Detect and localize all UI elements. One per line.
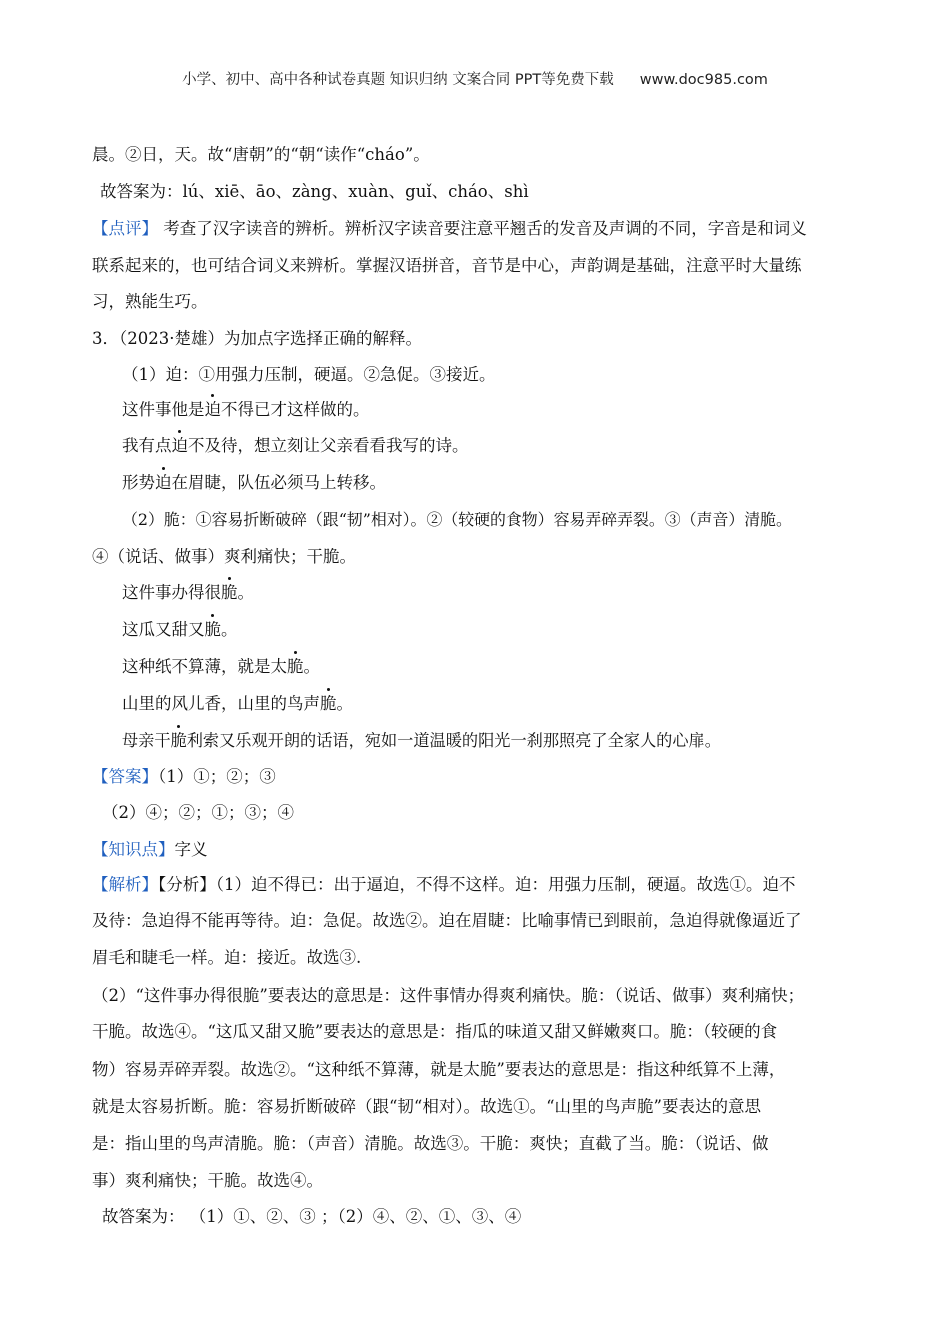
sentence-part: 。 (336, 694, 353, 713)
sentence (122, 398, 370, 422)
answer-tag: 【答案】 (92, 767, 158, 786)
sentence-part: 这件事他是 (122, 400, 205, 419)
question-title: 3．（2023·楚雄）为加点字选择正确的解释。 (92, 329, 422, 348)
header-url[interactable]: www.doc985.com (639, 72, 768, 88)
text-line: 物）容易弄碎弄裂。故选②。“这种纸不算薄，就是太脆”要表达的意思是：指这种纸算不上薄， (92, 1060, 786, 1079)
sentence-part: 利索又乐观开朗的话语，宛如一道温暖的阳光一刹那照亮了全家人的心扉。 (186, 731, 721, 750)
sentence-part: 这件事办得很 (122, 583, 221, 602)
analysis-text: 【分析】（1）迫不得已：出于逼迫，不得不这样。迫：用强力压制，硬逼。故选①。迫不 (158, 875, 796, 894)
header-text: 小学、初中、高中各种试卷真题 知识归纳 文案合同 PPT等免费下载 (182, 72, 614, 88)
sentence-part: 。 (221, 620, 238, 639)
sentence (122, 581, 254, 605)
sentence (122, 692, 353, 716)
knowledge-tag: 【知识点】 (92, 840, 175, 859)
answer-text: （1）①；②；③ (158, 767, 276, 786)
text-line: ④（说话、做事）爽利痛快；干脆。 (92, 547, 356, 566)
text-line: 事）爽利痛快；干脆。故选④。 (92, 1171, 323, 1190)
dotted-char: 迫 (205, 398, 222, 422)
dotted-char: 脆 (205, 618, 222, 642)
knowledge-point (92, 838, 208, 862)
sentence-part: 这种纸不算薄，就是太 (122, 657, 287, 676)
dotted-char: 迫 (172, 434, 189, 458)
dotted-char: 脆 (320, 692, 337, 716)
sentence-part: 不得已才这样做的。 (221, 400, 370, 419)
dotted-char: 迫 (155, 471, 172, 495)
sentence-part: 我有点 (122, 436, 172, 455)
sentence-part: 不及待，想立刻让父亲看看我写的诗。 (188, 436, 469, 455)
dotted-char: 脆 (287, 655, 304, 679)
knowledge-text: 字义 (174, 840, 208, 859)
sentence-part: 。 (303, 657, 320, 676)
sentence-part: 。 (237, 583, 254, 602)
comment-tag: 【点评】 (92, 219, 158, 238)
sentence-part: 母亲干 (122, 731, 171, 750)
sentence-part: 形势 (122, 473, 155, 492)
text-line: 习，熟能生巧。 (92, 292, 208, 311)
sentence (122, 471, 386, 495)
sentence-part: 在眉睫，队伍必须马上转移。 (171, 473, 386, 492)
answer-line: 故答案为：lú、xiē、āo、zàng、xuàn、guǐ、cháo、shì (100, 182, 529, 201)
answer-line: （2）④；②；①；③；④ (102, 803, 294, 822)
sentence-part: 山里的风儿香，山里的鸟声 (122, 694, 320, 713)
text-line: 干脆。故选④。“这瓜又甜又脆”要表达的意思是：指瓜的味道又甜又鲜嫩爽口。脆：（较硬的食 (92, 1022, 778, 1041)
answer-block (92, 765, 276, 789)
text-line: （2）“这件事办得很脆”要表达的意思是：这件事情办得爽利痛快。脆：（说话、做事）爽利痛快； (92, 986, 805, 1005)
sentence (122, 434, 469, 458)
page-header (0, 68, 950, 89)
dotted-char: 脆 (221, 581, 238, 605)
text-line: 晨。②日，天。故“唐朝”的“朝“读作“cháo”。 (92, 145, 430, 164)
comment-text: 考查了汉字读音的辨析。辨析汉字读音要注意平翘舌的发音及声调的不同，字音是和词义 (158, 219, 807, 238)
text-line: 是：指山里的鸟声清脆。脆：（声音）清脆。故选③。干脆：爽快；直截了当。脆：（说话、做 (92, 1134, 769, 1153)
comment-line (92, 217, 807, 241)
analysis-line (92, 873, 796, 897)
text-line: 就是太容易折断。脆：容易折断破碎（跟“韧“相对）。故选①。“山里的鸟声脆”要表达的意思 (92, 1097, 761, 1116)
analysis-tag: 【解析】 (92, 875, 158, 894)
subquestion-2: （2）脆：①容易折断破碎（跟“韧”相对）。②（较硬的食物）容易弄碎弄裂。③（声音）清脆。 (122, 510, 792, 529)
sentence (122, 729, 721, 753)
subquestion-1: （1）迫：①用强力压制，硬逼。②急促。③接近。 (122, 365, 496, 384)
text-line: 眉毛和睫毛一样。迫：接近。故选③. (92, 948, 362, 967)
final-answer: 故答案为： （1）①、②、③ ；（2）④、②、①、③、④ (102, 1207, 522, 1226)
sentence (122, 655, 320, 679)
text-line: 联系起来的，也可结合词义来辨析。掌握汉语拼音，音节是中心，声韵调是基础，注意平时大量练 (92, 256, 802, 275)
sentence-part: 这瓜又甜又 (122, 620, 205, 639)
dotted-char: 脆 (171, 729, 187, 753)
text-line: 及待：急迫得不能再等待。迫：急促。故选②。迫在眉睫：比喻事情已到眼前，急迫得就像逼近了 (92, 911, 802, 930)
sentence (122, 618, 238, 642)
